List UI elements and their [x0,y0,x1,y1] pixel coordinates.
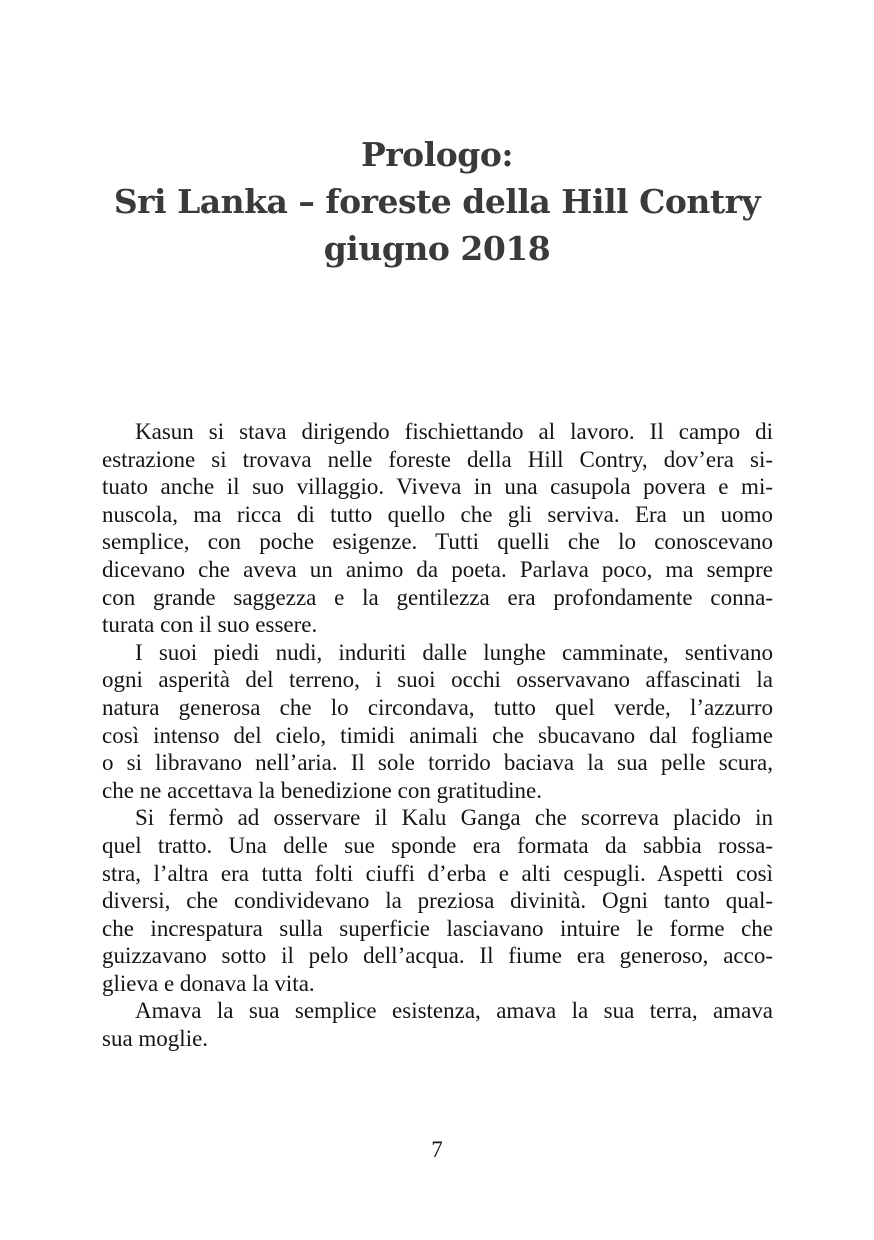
text-line: quel tratto. Una delle sue sponde era formata da sabbia rossa- [102,832,773,858]
chapter-title-line: Sri Lanka – foreste della Hill Contry [113,182,761,221]
paragraph [102,418,773,639]
text-line: sua moglie. [102,1026,209,1052]
text-line: che ne accettava la benedizione con gratitudine. [102,777,542,803]
page-number: 7 [431,1137,443,1162]
text-line: natura generosa che lo circondava, tutto quel verde, l’azzurro [102,694,773,720]
paragraph [102,639,773,805]
text-line: o si libravano nell’aria. Il sole torrido baciava la sua pelle scura, [102,750,773,776]
text-line: Amava la sua semplice esistenza, amava la sua terra, amava [135,998,773,1024]
chapter-title-line: Prologo: [360,135,514,174]
chapter-title [0,131,874,272]
text-line: estrazione si trovava nelle foreste della Hill Contry, dov’era si- [102,446,773,472]
text-line: nuscola, ma ricca di tutto quello che gli serviva. Era un uomo [102,501,773,527]
text-line: diversi, che condividevano la preziosa divinità. Ogni tanto qual- [102,888,773,914]
text-line: dicevano che aveva un animo da poeta. Parlava poco, ma sempre [102,556,773,582]
text-line: Si fermò ad osservare il Kalu Ganga che scorreva placido in [135,805,773,831]
text-line: tuato anche il suo villaggio. Viveva in una casupola povera e mi- [102,474,773,500]
paragraph [102,804,773,997]
text-line: stra, l’altra era tutta folti ciuffi d’erba e alti cespugli. Aspetti così [102,860,773,886]
text-line: turata con il suo essere. [102,612,318,638]
paragraph [102,997,773,1052]
text-line: che increspatura sulla superficie lasciavano intuire le forme che [102,915,773,941]
text-line: con grande saggezza e la gentilezza era profondamente conna- [102,584,773,610]
text-line: glieva e donava la vita. [102,970,315,996]
text-line: I suoi piedi nudi, induriti dalle lunghe camminate, sentivano [135,639,773,665]
text-line: Kasun si stava dirigendo fischiettando al lavoro. Il campo di [135,419,773,444]
chapter-title-line: giugno 2018 [323,229,551,268]
text-line: guizzavano sotto il pelo dell’acqua. Il fiume era generoso, acco- [102,943,773,969]
text-line: semplice, con poche esigenze. Tutti quelli che lo conoscevano [102,529,773,555]
text-line: ogni asperità del terreno, i suoi occhi osservavano affascinati la [102,667,773,693]
text-line: così intenso del cielo, timidi animali che sbucavano dal fogliame [102,722,773,748]
chapter-body [102,418,773,1053]
